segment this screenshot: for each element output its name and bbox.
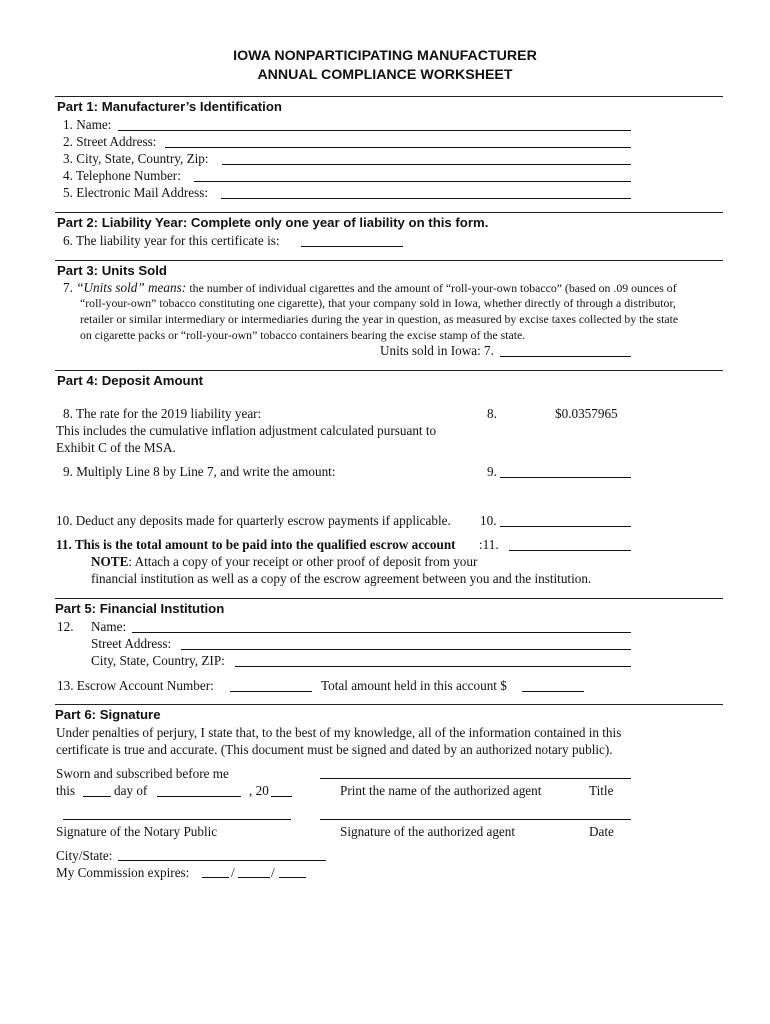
part1-street-field[interactable]: [165, 147, 631, 148]
note-label: NOTE: [91, 554, 129, 569]
commission-day-field[interactable]: [238, 877, 270, 878]
part2-heading: Part 2: Liability Year: Complete only one year of liability on this form.: [57, 215, 489, 230]
total-held-label: Total amount held in this account $: [321, 678, 507, 693]
part1-city-field[interactable]: [222, 164, 631, 165]
units-sold-label: Units sold in Iowa: 7.: [380, 343, 494, 358]
item9-label: 9. Multiply Line 8 by Line 7, and write the amount:: [63, 464, 336, 479]
agent-signature-line[interactable]: [320, 819, 631, 820]
item8-note-line1: This includes the cumulative inflation adjustment calculated pursuant to: [56, 423, 437, 438]
document-title-line1: IOWA NONPARTICIPATING MANUFACTURER: [233, 48, 537, 64]
divider: [55, 370, 723, 371]
item10-number: 10.: [480, 513, 497, 528]
part1-heading: Part 1: Manufacturer’s Identification: [57, 99, 282, 114]
perjury-line1: Under penalties of perjury, I state that, to the best of my knowledge, all of the information contained in this: [56, 725, 622, 740]
date-label: Date: [589, 824, 614, 839]
part3-heading: Part 3: Units Sold: [57, 263, 167, 278]
item11-total-field[interactable]: [509, 550, 631, 551]
agent-name-line[interactable]: [320, 778, 631, 779]
escrow-account-field[interactable]: [230, 691, 312, 692]
liability-year-field[interactable]: [301, 246, 403, 247]
item9-number: 9.: [487, 464, 497, 479]
item7-text-line1: the number of individual cigarettes and the amount of “roll-your-own tobacco” (based on .09 ounces of: [189, 281, 677, 295]
institution-city-field[interactable]: [235, 666, 631, 667]
this-label: this: [56, 783, 76, 798]
year-prefix-label: , 20: [249, 783, 269, 798]
institution-name-field[interactable]: [132, 632, 631, 633]
note-text-line1: : Attach a copy of your receipt or other proof of deposit from your: [128, 554, 478, 569]
part1-name-field[interactable]: [118, 130, 631, 131]
item8-label: 8. The rate for the 2019 liability year:: [63, 406, 262, 421]
item8-note-line2: Exhibit C of the MSA.: [56, 440, 176, 455]
perjury-line2: certificate is true and accurate. (This document must be signed and dated by an authorized notary public).: [56, 742, 613, 757]
institution-street-field[interactable]: [181, 649, 631, 650]
agent-signature-label: Signature of the authorized agent: [340, 824, 516, 839]
item10-label: 10. Deduct any deposits made for quarterly escrow payments if applicable.: [56, 513, 451, 528]
commission-year-field[interactable]: [279, 877, 306, 878]
commission-label: My Commission expires:: [56, 865, 190, 880]
commission-month-field[interactable]: [202, 877, 229, 878]
slash: /: [231, 865, 235, 880]
part1-city-label: 3. City, State, Country, Zip:: [63, 151, 209, 166]
part1-phone-label: 4. Telephone Number:: [63, 168, 181, 183]
item11-number: :11.: [479, 537, 499, 552]
item8-rate-value: $0.0357965: [555, 406, 618, 421]
divider: [55, 260, 723, 261]
slash: /: [271, 865, 275, 880]
item7-number: 7.: [63, 280, 73, 295]
divider: [55, 212, 723, 213]
item7-text-line3: retailer or similar intermediary or intermediaries during the year in question, as measured by excise taxes collected by the state: [80, 312, 679, 326]
institution-name-label: Name:: [91, 619, 127, 634]
part4-heading: Part 4: Deposit Amount: [57, 373, 204, 388]
part1-email-label: 5. Electronic Mail Address:: [63, 185, 209, 200]
notary-signature-line[interactable]: [63, 819, 291, 820]
day-of-label: day of: [114, 783, 148, 798]
divider: [55, 96, 723, 97]
day-field[interactable]: [83, 796, 111, 797]
item11-note-line1: [91, 553, 477, 570]
item9-amount-field[interactable]: [500, 477, 631, 478]
item13-label: 13. Escrow Account Number:: [57, 678, 214, 693]
units-sold-field[interactable]: [500, 356, 631, 357]
institution-street-label: Street Address:: [91, 636, 172, 651]
divider: [55, 598, 723, 599]
document-title-line2: ANNUAL COMPLIANCE WORKSHEET: [257, 67, 513, 83]
city-state-field[interactable]: [118, 860, 326, 861]
item10-deposit-field[interactable]: [500, 526, 631, 527]
title-label: Title: [589, 783, 614, 798]
divider: [55, 704, 723, 705]
part6-heading: Part 6: Signature: [55, 707, 161, 722]
item7-text-line4: on cigarette packs or “roll-your-own” tobacco containers bearing the excise stamp of the state.: [80, 328, 526, 342]
part2-item6-label: 6. The liability year for this certificate is:: [63, 233, 280, 248]
year-field[interactable]: [271, 796, 292, 797]
city-state-label: City/State:: [56, 848, 113, 863]
item12-number: 12.: [57, 619, 74, 634]
units-sold-term: “Units sold” means:: [76, 280, 187, 295]
item11-label: 11. This is the total amount to be paid into the qualified escrow account: [56, 537, 456, 552]
month-field[interactable]: [157, 796, 241, 797]
item7-text-line2: “roll-your-own” tobacco constituting one cigarette), that your company sold in Iowa, whether directly of through a distributor,: [80, 296, 676, 310]
notary-signature-label: Signature of the Notary Public: [56, 824, 218, 839]
item8-number: 8.: [487, 406, 497, 421]
part1-name-label: 1. Name:: [63, 117, 112, 132]
note-text-line2: financial institution as well as a copy of the escrow agreement between you and the institution.: [91, 571, 592, 586]
print-name-label: Print the name of the authorized agent: [340, 783, 542, 798]
institution-city-label: City, State, Country, ZIP:: [91, 653, 225, 668]
part1-phone-field[interactable]: [194, 181, 631, 182]
sworn-label: Sworn and subscribed before me: [56, 766, 229, 781]
part1-email-field[interactable]: [221, 198, 631, 199]
part5-heading: Part 5: Financial Institution: [55, 601, 225, 616]
total-held-field[interactable]: [522, 691, 584, 692]
part1-street-label: 2. Street Address:: [63, 134, 157, 149]
